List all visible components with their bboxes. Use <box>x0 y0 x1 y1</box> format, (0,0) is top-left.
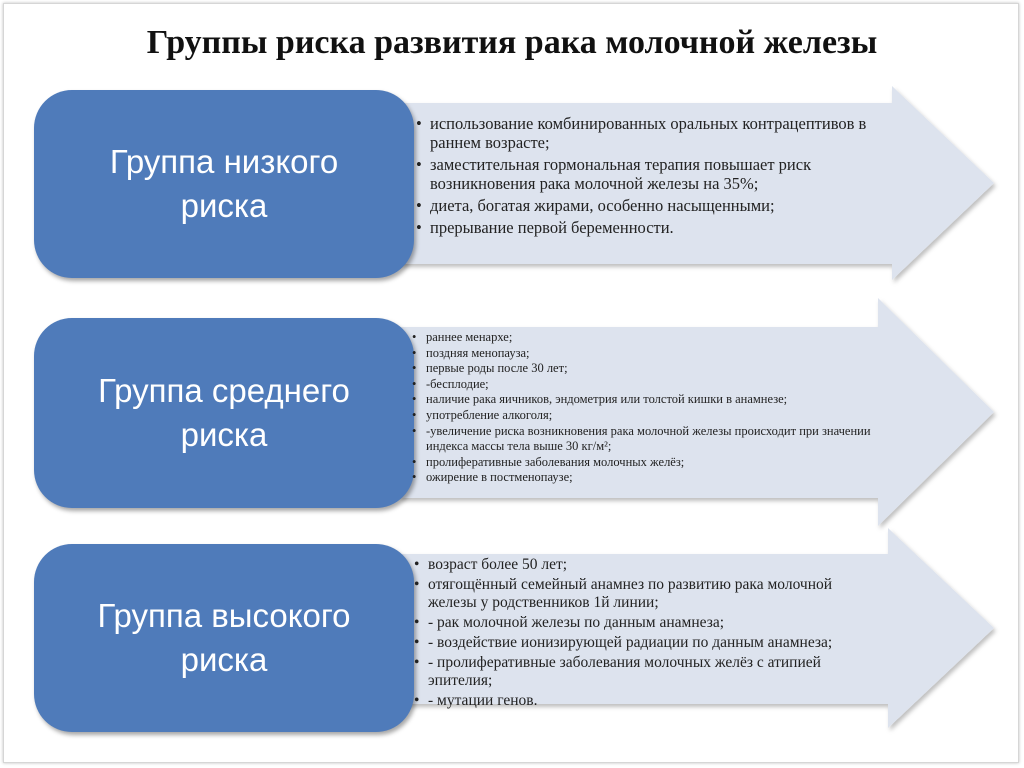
medium-risk-item: • употребление алкоголя; <box>412 408 892 424</box>
low-risk-item: • прерывание первой беременности. <box>416 218 896 237</box>
low-risk-item: • использование комбинированных оральных контрацептивов в раннем возрасте; <box>416 114 896 152</box>
high-risk-item: • - рак молочной железы по данным анамнеза; <box>414 614 884 632</box>
medium-risk-factors <box>412 330 892 486</box>
medium-risk-item: • ожирение в постменопаузе; <box>412 470 892 486</box>
low-risk-factors <box>416 114 896 240</box>
medium-risk-item: • наличие рака яичников, эндометрия или толстой кишки в анамнезе; <box>412 392 892 408</box>
low-risk-item: • диета, богатая жирами, особенно насыщенными; <box>416 196 896 215</box>
low-risk-item: • заместительная гормональная терапия повышает риск возникновения рака молочной железы на 35%; <box>416 155 896 193</box>
group-low-risk-label: Группа низкого риска <box>109 143 339 224</box>
high-risk-item: • - пролиферативные заболевания молочных желёз с атипией эпителия; <box>414 654 884 690</box>
medium-risk-item: • раннее менархе; <box>412 330 892 346</box>
high-risk-item: • возраст более 50 лет; <box>414 556 884 574</box>
slide-title: Группы риска развития рака молочной железы <box>146 24 878 61</box>
medium-risk-item: • пролиферативные заболевания молочных желёз; <box>412 455 892 471</box>
group-low-risk-box <box>34 90 414 278</box>
medium-risk-item: • поздняя менопауза; <box>412 346 892 362</box>
high-risk-item: • - воздействие ионизирующей радиации по данным анамнеза; <box>414 634 884 652</box>
group-medium-risk-box <box>34 318 414 508</box>
medium-risk-item: • -увеличение риска возникновения рака молочной железы происходит при значении индекса массы тела выше 30 кг/м²; <box>412 424 892 455</box>
high-risk-item: • отягощённый семейный анамнез по развитию рака молочной железы у родственников 1й линии; <box>414 576 884 612</box>
medium-risk-item: • первые роды после 30 лет; <box>412 361 892 377</box>
group-medium-risk-label: Группа среднего риска <box>98 372 350 453</box>
high-risk-item: • - мутации генов. <box>414 692 884 710</box>
high-risk-factors <box>414 556 884 712</box>
group-high-risk-box <box>34 544 414 732</box>
medium-risk-item: • -бесплодие; <box>412 377 892 393</box>
group-high-risk-label: Группа высокого риска <box>97 597 351 678</box>
